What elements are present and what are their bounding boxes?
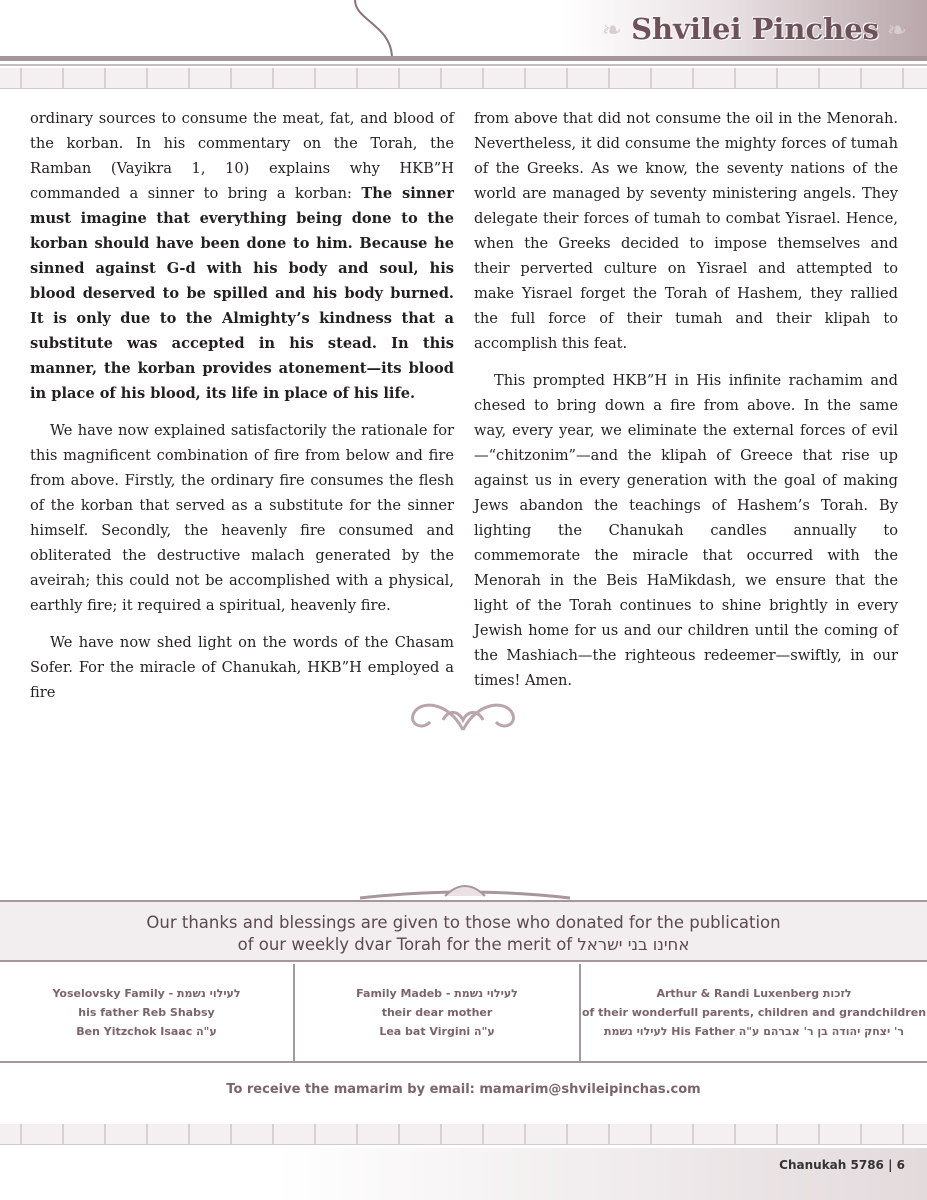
donor-boxes <box>0 964 927 1063</box>
donation-banner <box>0 900 927 962</box>
donor-box <box>0 964 295 1061</box>
paragraph: We have now shed light on the words of the Chasam Sofer. For the miracle of Chanukah, HKB”H employed a fire <box>30 634 454 701</box>
donor-box <box>295 964 581 1061</box>
paragraph-bold-text: The sinner must imagine that everything being done to the korban should have been done to him. Because he sinned against G-d with his body and soul, his blood deserved to be spilled and his body burned. It is only due to the Almighty’s kindness that a substitute was accepted in his stead. In this manner, the korban provides atonement—its blood in place of his blood, its life in place of his life. <box>30 185 454 402</box>
paragraph: We have now explained satisfactorily the rationale for this magnificent combination of fire from below and fire from above. Firstly, the ordinary fire consumes the flesh of the korban that served as a substitute for the sinner himself. Secondly, the heavenly fire consumed and obliterated the destructive malach generated by the aveirah; this could not be accomplished with a physical, earthly fire; it required a spiritual, heavenly fire. <box>30 422 454 614</box>
donor-line: his father Reb Shabsy <box>78 1006 215 1019</box>
header-rule <box>0 56 927 61</box>
paragraph: from above that did not consume the oil in the Menorah. Nevertheless, it did consume the mighty forces of tumah of the Greeks. As we know, the seventy nations of the world are managed by seventy ministering angels. They delegate their forces of tumah to combat Yisrael. Hence, when the Greeks decided to impose themselves and their perverted culture on Yisrael and attempted to make Yisrael forget the Torah of Hashem, they rallied the full force of their tumah and their klipah to accomplish this feat. <box>474 110 898 352</box>
header-curve <box>340 0 420 58</box>
swirl-ornament-icon: ❧ <box>601 16 622 44</box>
donor-line: Family Madeb - לעילוי נשמת <box>356 987 518 1000</box>
donor-line: Lea bat Virgini ע"ה <box>379 1025 495 1038</box>
donor-line: Ben Yitzchok Isaac ע"ה <box>76 1025 217 1038</box>
donor-line: Yoselovsky Family - לעילוי נשמת <box>52 987 241 1000</box>
donor-line: Arthur & Randi Luxenberg לזכות <box>656 987 852 1000</box>
decorative-border-top <box>0 68 927 89</box>
page-number: Chanukah 5786 | 6 <box>779 1158 905 1172</box>
banner-ornament-icon <box>360 878 570 900</box>
flourish-ornament-icon <box>408 690 518 734</box>
donor-box <box>581 964 927 1061</box>
banner-line: Our thanks and blessings are given to those who donated for the publication <box>146 913 781 932</box>
banner-line: of our weekly dvar Torah for the merit of אחינו בני ישראל <box>237 935 690 954</box>
donor-line: their dear mother <box>381 1006 493 1019</box>
email-subscribe-line: To receive the mamarim by email: mamarim@shvileipinchas.com <box>226 1082 701 1097</box>
paragraph-text: ordinary sources to consume the meat, fat, and blood of the korban. In his commentary on the Torah, the Ramban (Vayikra 1, 10) explains why HKB”H commanded a sinner to bring a korban: <box>30 110 454 202</box>
right-column <box>474 106 898 705</box>
footer-gradient <box>0 1148 927 1200</box>
decorative-border-bottom <box>0 1124 927 1145</box>
publication-logo: Shvilei Pinches <box>631 12 879 46</box>
paragraph: This prompted HKB”H in His infinite rachamim and chesed to bring down a fire from above. In the same way, every year, we eliminate the external forces of evil—“chitzonim”—and the klipah of Greece that rise up against us in every generation with the goal of making Jews abandon the teachings of Hashem’s Torah. By lighting the Chanukah candles annually to commemorate the miracle that occurred with the Menorah in the Beis HaMikdash, we ensure that the light of the Torah continues to shine brightly in every Jewish home for us and our children until the coming of the Mashiach—the righteous redeemer—swiftly, in our times! Amen. <box>474 372 898 689</box>
left-column <box>30 106 454 717</box>
swirl-ornament-icon: ❧ <box>886 16 907 44</box>
header-rule-thin <box>0 64 927 66</box>
donor-line: לעילוי נשמת His Father ר' יצחק יהודה בן ר' אברהם ע"ה <box>603 1025 905 1038</box>
donor-line: of their wonderfull parents, children and grandchildren <box>581 1006 927 1019</box>
paragraph <box>30 106 454 406</box>
